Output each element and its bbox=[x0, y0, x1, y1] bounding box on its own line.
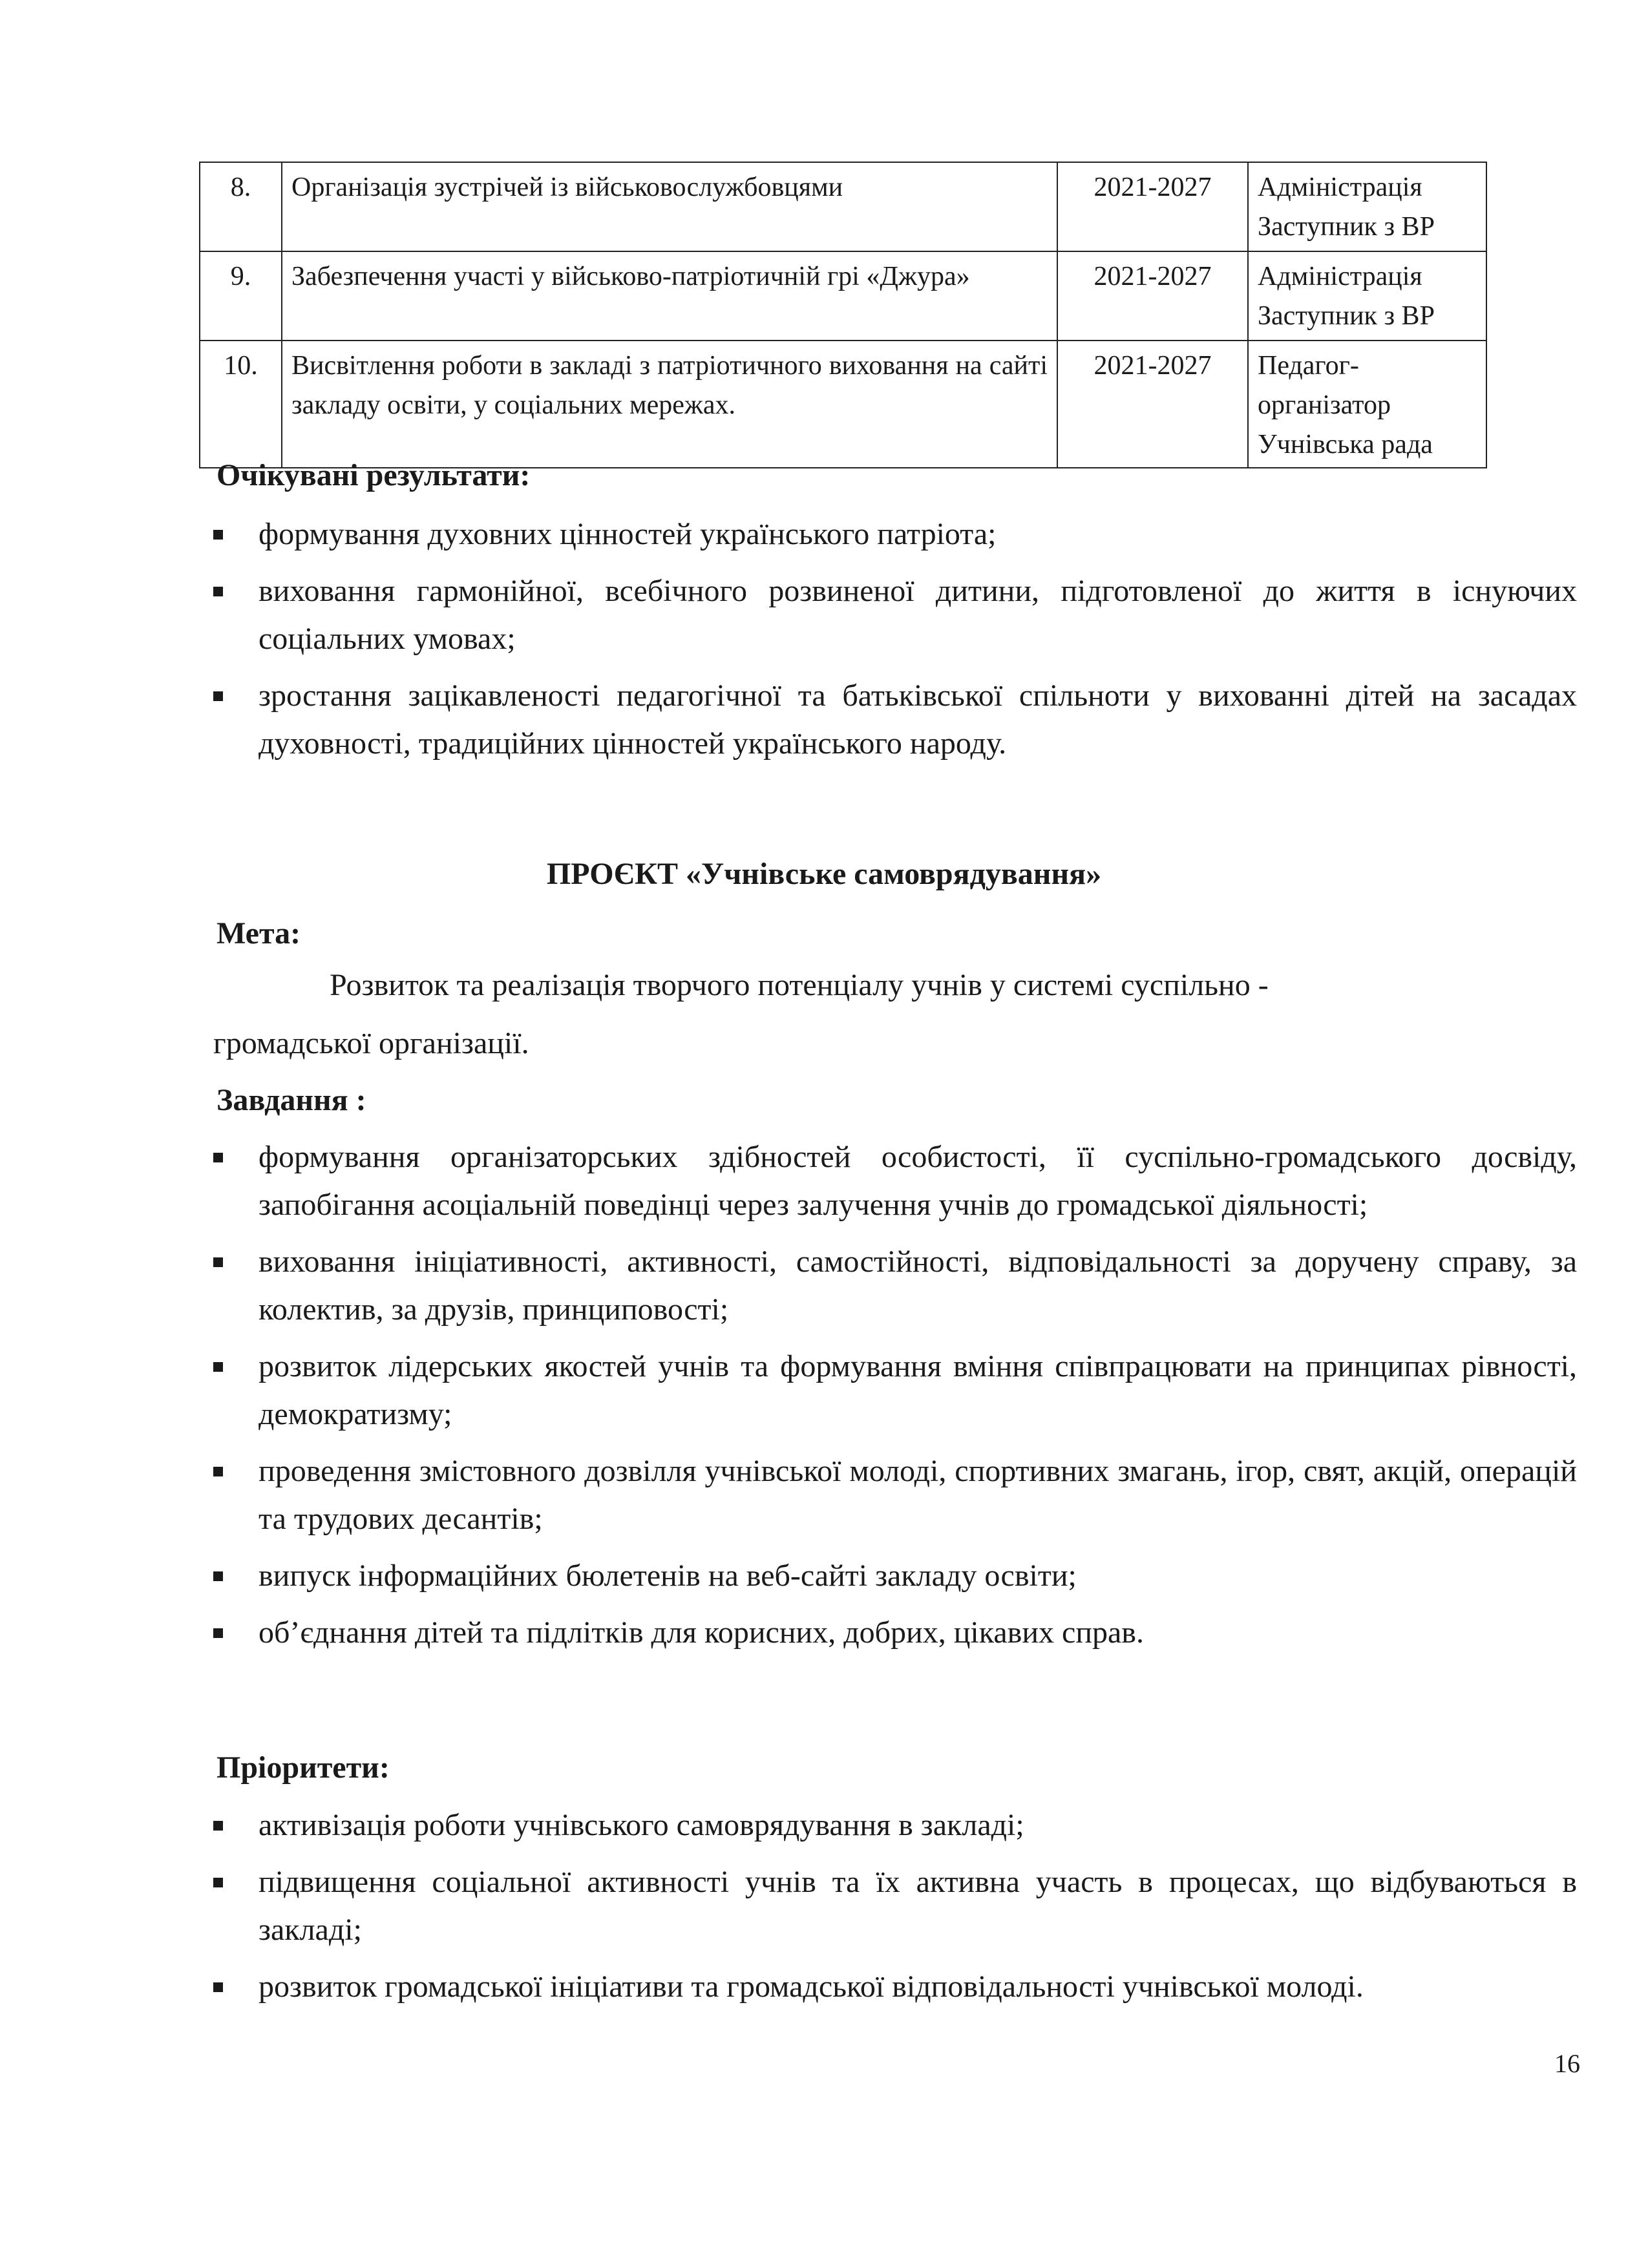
row-number: 8. bbox=[200, 162, 282, 251]
list-item-text: активізація роботи учнівського самоврядування в закладі; bbox=[259, 1808, 1024, 1842]
list-item bbox=[213, 1801, 1577, 1849]
list-item-text: формування духовних цінностей українського патріота; bbox=[259, 517, 997, 551]
row-activity: Організація зустрічей із військовослужбовцями bbox=[282, 162, 1057, 251]
list-item bbox=[213, 1963, 1577, 2011]
row-period: 2021-2027 bbox=[1057, 341, 1248, 468]
list-item-text: випуск інформаційних бюлетенів на веб-сайті закладу освіти; bbox=[259, 1559, 1077, 1593]
row-responsible: Педагог-організатор Учнівська рада bbox=[1248, 341, 1486, 468]
goal-text-line2: громадської організації. bbox=[213, 1026, 529, 1060]
bullet-icon bbox=[213, 587, 223, 596]
table-row bbox=[200, 251, 1486, 341]
bullet-icon bbox=[213, 530, 223, 540]
activities-table bbox=[199, 162, 1487, 468]
expected-results-heading: Очікувані результати: bbox=[217, 458, 531, 492]
row-number: 10. bbox=[200, 341, 282, 468]
list-item bbox=[213, 1552, 1577, 1600]
list-item-text: проведення змістовного дозвілля учнівської молоді, спортивних змагань, ігор, свят, акцій, операцій та трудових десантів; bbox=[259, 1454, 1577, 1536]
bullet-icon bbox=[213, 1257, 223, 1267]
list-item-text: формування організаторських здібностей особистості, її суспільно-громадського досвіду, запобігання асоціальній поведінці через залучення учнів до громадської діяльності; bbox=[259, 1140, 1577, 1222]
list-item bbox=[213, 1238, 1577, 1334]
list-item bbox=[213, 1609, 1577, 1657]
tasks-heading: Завдання : bbox=[217, 1083, 366, 1117]
list-item-text: підвищення соціальної активності учнів та їх активна участь в процесах, що відбуваються в закладі; bbox=[259, 1865, 1577, 1947]
table-row bbox=[200, 162, 1486, 251]
bullet-icon bbox=[213, 1821, 223, 1831]
list-item bbox=[213, 1133, 1577, 1229]
list-item-text: виховання ініціативності, активності, самостійності, відповідальності за доручену справу, за колектив, за друзів, принциповості; bbox=[259, 1244, 1577, 1327]
goal-heading: Мета: bbox=[217, 916, 301, 950]
row-activity: Забезпечення участі у військово-патріотичній грі «Джура» bbox=[282, 251, 1057, 341]
row-period: 2021-2027 bbox=[1057, 162, 1248, 251]
list-item bbox=[213, 1343, 1577, 1438]
row-activity: Висвітлення роботи в закладі з патріотичного виховання на сайті закладу освіти, у соціальних мережах. bbox=[282, 341, 1057, 468]
bullet-icon bbox=[213, 1362, 223, 1372]
list-item bbox=[213, 1858, 1577, 1954]
bullet-icon bbox=[213, 1467, 223, 1476]
list-item-text: розвиток лідерських якостей учнів та формування вміння співпрацювати на принципах рівності, демократизму; bbox=[259, 1349, 1577, 1431]
list-item-text: зростання зацікавленості педагогічної та батьківської спільноти у вихованні дітей на засадах духовності, традиційних цінностей українського народу. bbox=[259, 678, 1577, 761]
project-title: ПРОЄКТ «Учнівське самоврядування» bbox=[546, 857, 1102, 891]
row-period: 2021-2027 bbox=[1057, 251, 1248, 341]
bullet-icon bbox=[213, 1153, 223, 1162]
row-number: 9. bbox=[200, 251, 282, 341]
list-item-text: об’єднання дітей та підлітків для корисних, добрих, цікавих справ. bbox=[259, 1615, 1144, 1650]
list-item bbox=[213, 567, 1577, 663]
list-item bbox=[213, 1447, 1577, 1543]
row-responsible: Адміністрація Заступник з ВР bbox=[1248, 251, 1486, 341]
bullet-icon bbox=[213, 1982, 223, 1992]
priorities-heading: Пріоритети: bbox=[217, 1750, 390, 1785]
bullet-icon bbox=[213, 1878, 223, 1887]
bullet-icon bbox=[213, 1571, 223, 1581]
priorities-list bbox=[213, 1801, 1577, 2020]
goal-text-line1: Розвиток та реалізація творчого потенціалу учнів у системі суспільно - bbox=[330, 968, 1269, 1002]
expected-results-list bbox=[213, 510, 1577, 777]
list-item bbox=[213, 510, 1577, 558]
bullet-icon bbox=[213, 1628, 223, 1638]
list-item-text: виховання гармонійної, всебічного розвиненої дитини, підготовленої до життя в існуючих соціальних умовах; bbox=[259, 574, 1577, 656]
row-responsible: Адміністрація Заступник з ВР bbox=[1248, 162, 1486, 251]
tasks-list bbox=[213, 1133, 1577, 1666]
list-item-text: розвиток громадської ініціативи та громадської відповідальності учнівської молоді. bbox=[259, 1969, 1364, 2004]
table-row bbox=[200, 341, 1486, 468]
bullet-icon bbox=[213, 691, 223, 701]
page-number: 16 bbox=[1554, 2049, 1580, 2078]
list-item bbox=[213, 672, 1577, 768]
